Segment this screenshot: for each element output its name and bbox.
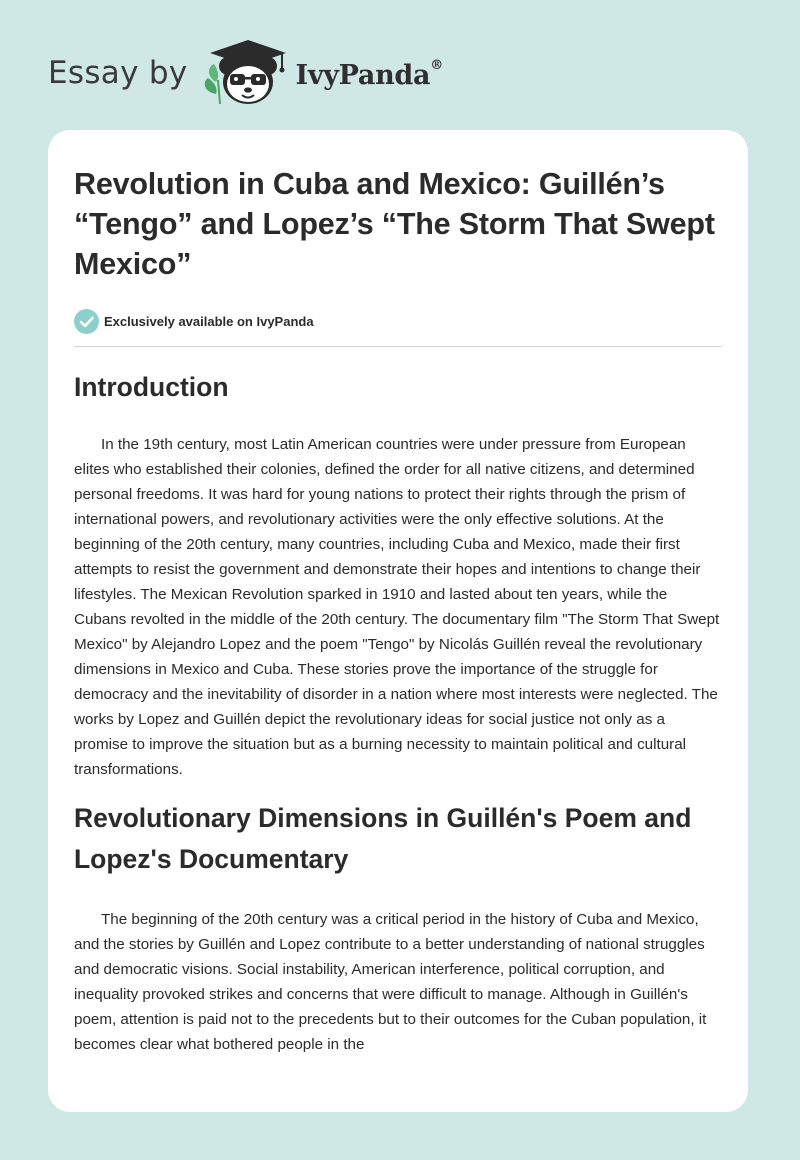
brand-name: IvyPanda® (295, 57, 443, 91)
section-heading-introduction: Introduction (74, 372, 229, 402)
brand-header[interactable] (48, 36, 443, 110)
divider (74, 346, 722, 347)
exclusive-badge (74, 308, 722, 334)
brand-prefix: Essay by (48, 55, 188, 91)
check-circle-icon (74, 309, 99, 334)
article-title: Revolution in Cuba and Mexico: Guillén’s “Tengo” and Lopez’s “The Storm That Swept Mexico” (74, 167, 715, 281)
section-paragraph-revolutionary-dimensions: The beginning of the 20th century was a critical period in the history of Cuba and Mexico, and the stories by Guillén and Lopez contribute to a better understanding of national struggles and democratic visions. Social instability, American interference, political corruption, and inequality provoked strikes and concerns that were difficult to manage. Although in Guillén's poem, attention is paid not to the precedents but to their outcomes for the Cuban population, it becomes clear what bothered people in the (74, 911, 707, 1053)
article-card (48, 130, 748, 1112)
section-heading-revolutionary-dimensions: Revolutionary Dimensions in Guillén's Poem and Lopez's Documentary (74, 803, 692, 874)
section-paragraph-introduction: In the 19th century, most Latin American countries were under pressure from European elites who established their colonies, defined the order for all native citizens, and determined personal freedoms. It was hard for young nations to protect their rights through the prism of international powers, and revolutionary activities were the only effective solutions. At the beginning of the 20th century, many countries, including Cuba and Mexico, made their first attempts to resist the government and demonstrate their hopes and intentions to change their lifestyles. The Mexican Revolution sparked in 1910 and lasted about ten years, while the Cubans revolted in the middle of the 20th century. The documentary film "The Storm That Swept Mexico" by Alejandro Lopez and the poem "Tengo" by Nicolás Guillén reveal the revolutionary dimensions in Mexico and Cuba. These stories prove the importance of the struggle for democracy and the inevitability of disorder in a nation where most interests were neglected. The works by Lopez and Guillén depict the revolutionary ideas for social justice not only as a promise to improve the situation but as a burning necessity to maintain political and cultural transformations. (74, 436, 720, 778)
panda-graduate-icon (202, 36, 292, 110)
exclusive-label: Exclusively available on IvyPanda (104, 313, 314, 329)
